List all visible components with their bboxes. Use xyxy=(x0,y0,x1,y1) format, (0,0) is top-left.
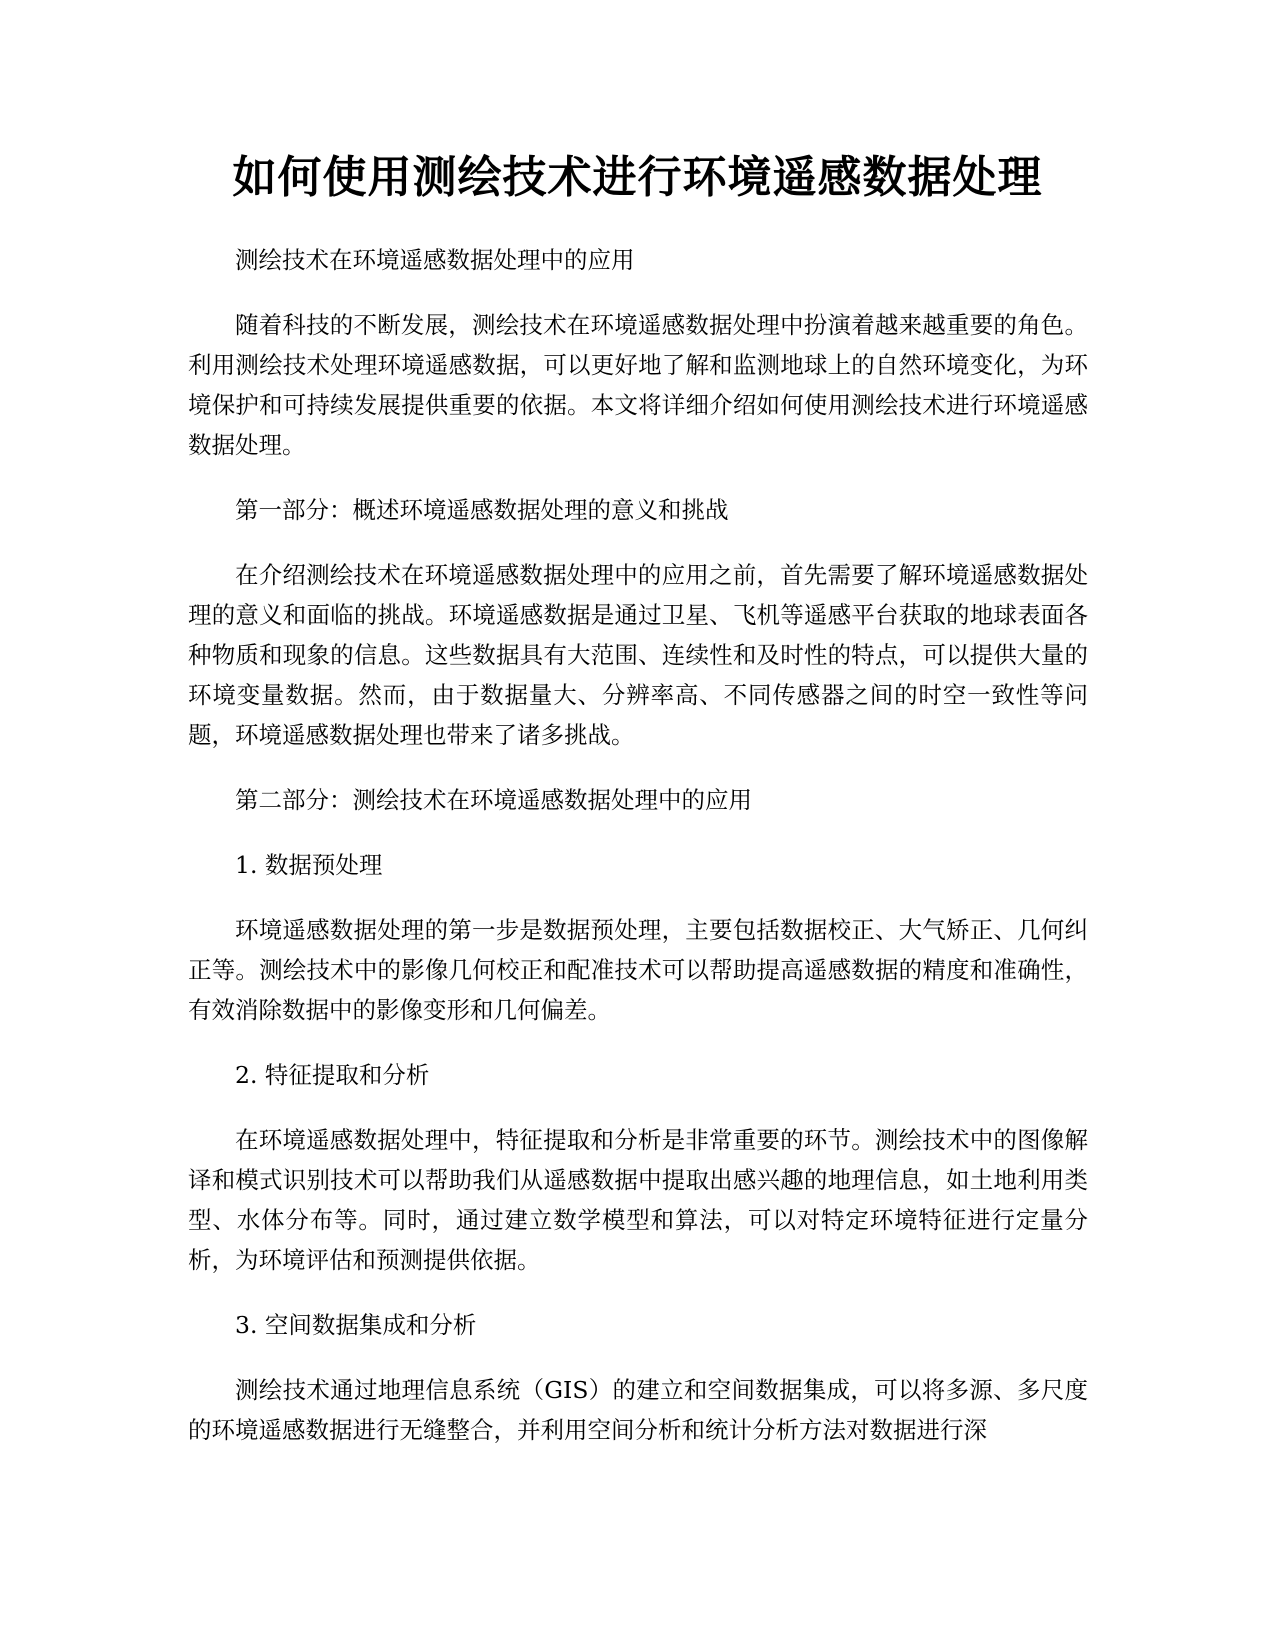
paragraph-preprocessing: 环境遥感数据处理的第一步是数据预处理，主要包括数据校正、大气矫正、几何纠正等。测绘技术中的影像几何校正和配准技术可以帮助提高遥感数据的精度和准确性，有效消除数据中的影像变形和几何偏差。 xyxy=(188,916,1088,1024)
document-body xyxy=(188,240,1088,1475)
subheading-feature-extraction: 2. 特征提取和分析 xyxy=(235,1061,430,1089)
paragraph-subtitle: 测绘技术在环境遥感数据处理中的应用 xyxy=(235,246,635,274)
paragraph-part-one: 在介绍测绘技术在环境遥感数据处理中的应用之前，首先需要了解环境遥感数据处理的意义和面临的挑战。环境遥感数据是通过卫星、飞机等遥感平台获取的地球表面各种物质和现象的信息。这些数据具有大范围、连续性和及时性的特点，可以提供大量的环境变量数据。然而，由于数据量大、分辨率高、不同传感器之间的时空一致性等问题，环境遥感数据处理也带来了诸多挑战。 xyxy=(188,561,1088,749)
paragraph-intro: 随着科技的不断发展，测绘技术在环境遥感数据处理中扮演着越来越重要的角色。利用测绘技术处理环境遥感数据，可以更好地了解和监测地球上的自然环境变化，为环境保护和可持续发展提供重要的依据。本文将详细介绍如何使用测绘技术进行环境遥感数据处理。 xyxy=(188,311,1088,459)
paragraph-spatial-integration: 测绘技术通过地理信息系统（GIS）的建立和空间数据集成，可以将多源、多尺度的环境遥感数据进行无缝整合，并利用空间分析和统计分析方法对数据进行深 xyxy=(188,1376,1088,1444)
subheading-preprocessing: 1. 数据预处理 xyxy=(235,851,383,879)
paragraph-feature-extraction: 在环境遥感数据处理中，特征提取和分析是非常重要的环节。测绘技术中的图像解译和模式识别技术可以帮助我们从遥感数据中提取出感兴趣的地理信息，如土地利用类型、水体分布等。同时，通过建立数学模型和算法，可以对特定环境特征进行定量分析，为环境评估和预测提供依据。 xyxy=(188,1126,1088,1274)
subheading-spatial-integration: 3. 空间数据集成和分析 xyxy=(235,1311,477,1339)
section-heading-part-one: 第一部分：概述环境遥感数据处理的意义和挑战 xyxy=(235,496,729,524)
document-title: 如何使用测绘技术进行环境遥感数据处理 xyxy=(232,152,1043,203)
section-heading-part-two: 第二部分：测绘技术在环境遥感数据处理中的应用 xyxy=(235,786,752,814)
